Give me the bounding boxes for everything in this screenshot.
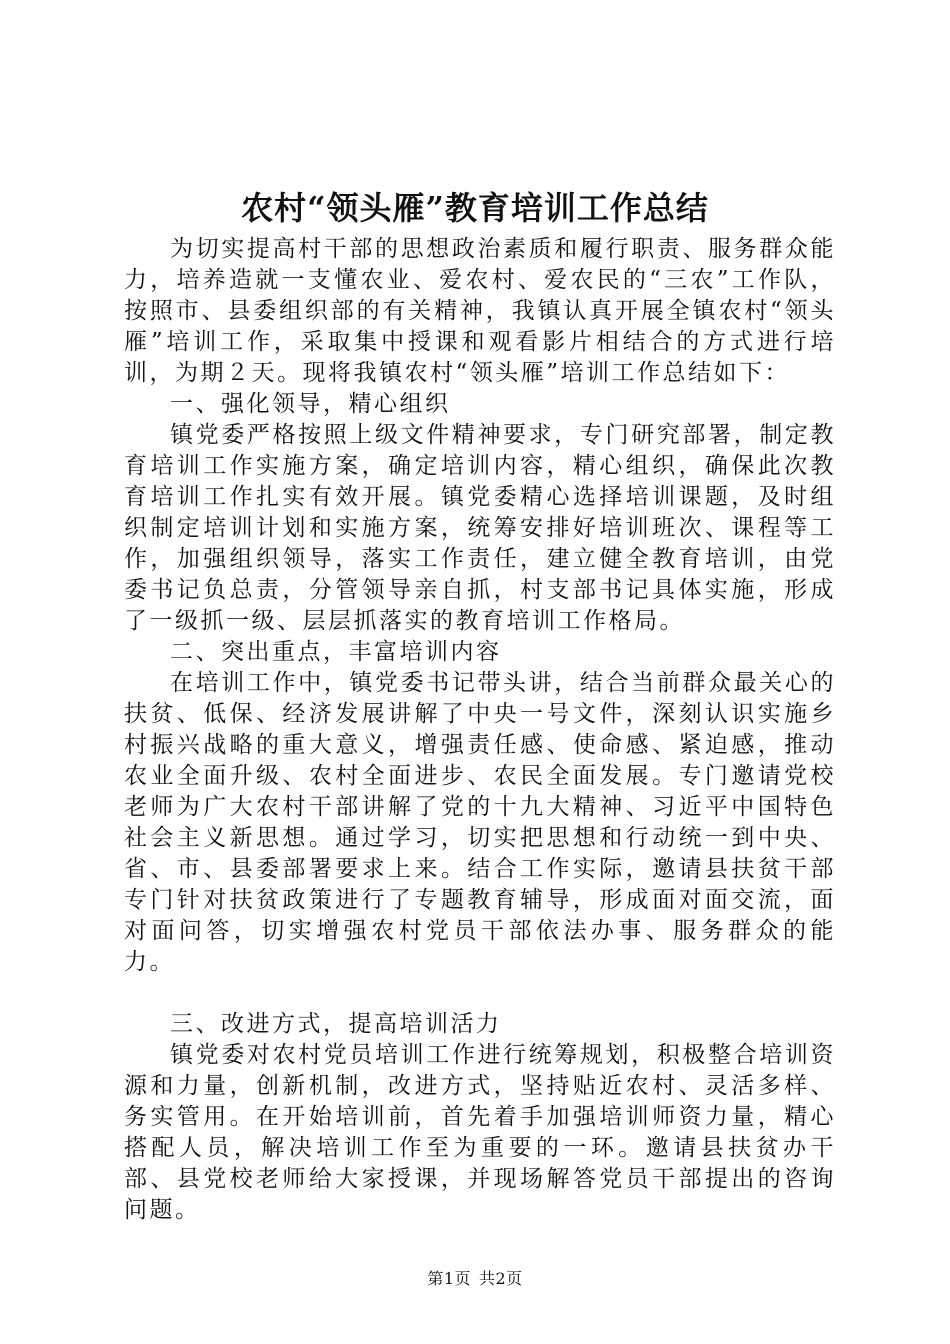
section-heading-3: 三、改进方式，提高培训活力 — [170, 1011, 502, 1037]
document-body — [124, 234, 836, 1226]
blank-line — [124, 978, 836, 1009]
intro-paragraph: 为切实提高村干部的思想政治素质和履行职责、服务群众能力，培养造就一支懂农业、爱农村、爱农民的“三农”工作队，按照市、县委组织部的有关精神，我镇认真开展全镇农村“领头雁”培训工作，采取集中授课和观看影片相结合的方式进行培训，为期２天。现将我镇农村“领头雁”培训工作总结如下： — [124, 236, 836, 386]
page-footer — [0, 1268, 950, 1290]
document-title: 农村“领头雁”教育培训工作总结 — [241, 189, 709, 227]
section-heading-1: 一、强化领导，精心组织 — [170, 391, 451, 417]
section-heading-2: 二、突出重点，丰富培训内容 — [170, 639, 502, 665]
section-paragraph-3: 镇党委对农村党员培训工作进行统筹规划，积极整合培训资源和力量，创新机制，改进方式，坚持贴近农村、灵活多样、务实管用。在开始培训前，首先着手加强培训师资力量，精心搭配人员，解决培训工作至为重要的一环。邀请县扶贫办干部、县党校老师给大家授课，并现场解答党员干部提出的咨询问题。 — [124, 1042, 836, 1223]
page-number: 第1页 — [427, 1269, 471, 1288]
section-paragraph-1: 镇党委严格按照上级文件精神要求，专门研究部署，制定教育培训工作实施方案，确定培训内容，精心组织，确保此次教育培训工作扎实有效开展。镇党委精心选择培训课题，及时组织制定培训计划和实施方案，统筹安排好培训班次、课程等工作，加强组织领导，落实工作责任，建立健全教育培训，由党委书记负总责，分管领导亲自抓，村支部书记具体实施，形成了一级抓一级、层层抓落实的教育培训工作格局。 — [124, 422, 836, 634]
section-paragraph-2: 在培训工作中，镇党委书记带头讲，结合当前群众最关心的扶贫、低保、经济发展讲解了中央一号文件，深刻认识实施乡村振兴战略的重大意义，增强责任感、使命感、紧迫感，推动农业全面升级、农村全面进步、农民全面发展。专门邀请党校老师为广大农村干部讲解了党的十九大精神、习近平中国特色社会主义新思想。通过学习，切实把思想和行动统一到中央、省、市、县委部署要求上来。结合工作实际，邀请县扶贫干部专门针对扶贫政策进行了专题教育辅导，形成面对面交流，面对面问答，切实增强农村党员干部依法办事、服务群众的能力。 — [124, 670, 836, 975]
page-total: 共2页 — [479, 1269, 523, 1288]
